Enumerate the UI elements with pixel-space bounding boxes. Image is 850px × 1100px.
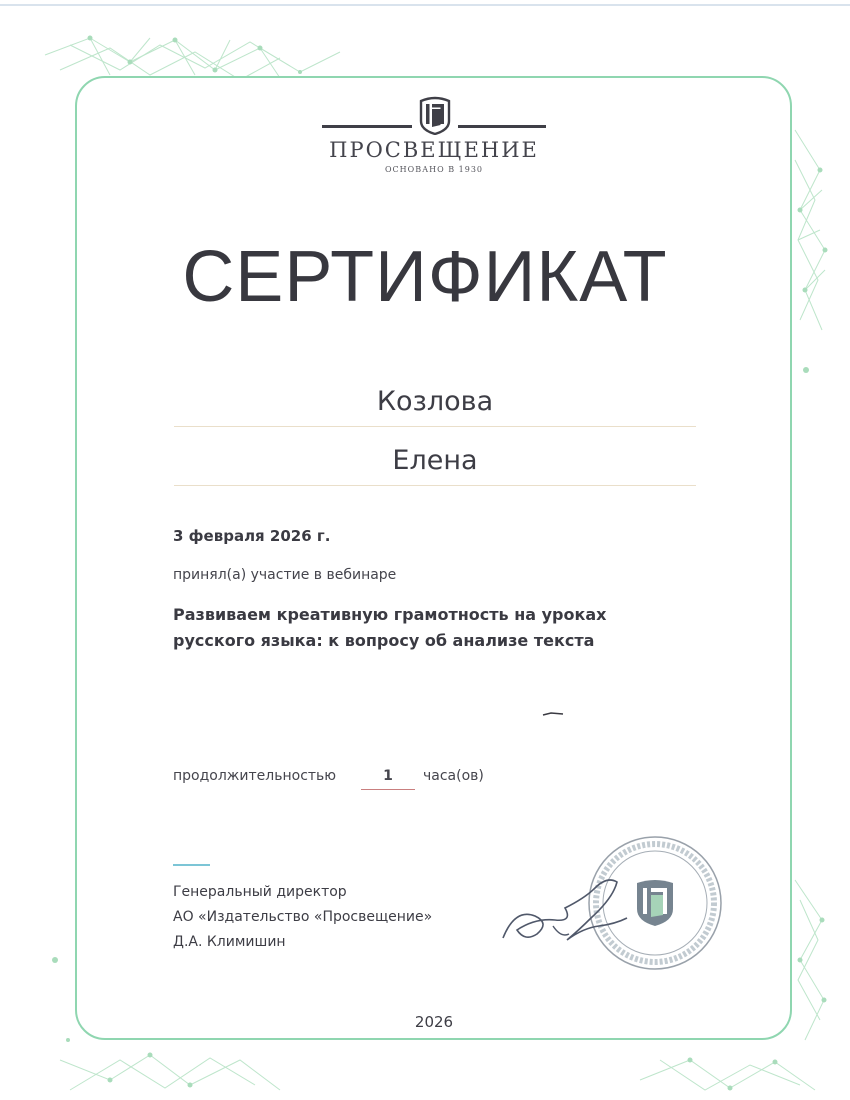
signatory-block xyxy=(173,880,432,955)
webinar-title xyxy=(173,602,693,654)
webinar-title-line-2: русского языка: к вопросу об анализе текста xyxy=(173,631,595,650)
publisher-logo xyxy=(320,95,548,185)
signatory-name: Д.А. Климишин xyxy=(173,934,286,950)
publisher-emblem-icon xyxy=(418,95,452,135)
logo-rule-left xyxy=(322,125,412,128)
event-date: 3 февраля 2026 г. xyxy=(173,527,331,545)
pen-mark xyxy=(541,709,565,719)
duration-label: продолжительностью xyxy=(173,768,337,784)
webinar-title-line-1: Развиваем креативную грамотность на уроках xyxy=(173,605,607,624)
signatory-accent-bar xyxy=(173,864,210,866)
signatory-position: Генеральный директор xyxy=(173,884,347,900)
duration-unit: часа(ов) xyxy=(423,768,484,784)
brand-since: ОСНОВАНО В 1930 xyxy=(384,165,483,174)
certificate-year: 2026 xyxy=(414,1013,454,1031)
logo-rule-right xyxy=(458,125,546,128)
recipient-surname: Козлова xyxy=(174,386,696,427)
duration-value: 1 xyxy=(361,768,415,790)
signatory-organization: АО «Издательство «Просвещение» xyxy=(173,909,433,925)
certificate-title: СЕРТИФИКАТ xyxy=(182,237,668,317)
brand-name: ПРОСВЕЩЕНИЕ xyxy=(329,138,539,162)
signature xyxy=(495,868,645,963)
participation-text: принял(а) участие в вебинаре xyxy=(173,567,397,583)
recipient-first-name: Елена xyxy=(174,445,696,486)
